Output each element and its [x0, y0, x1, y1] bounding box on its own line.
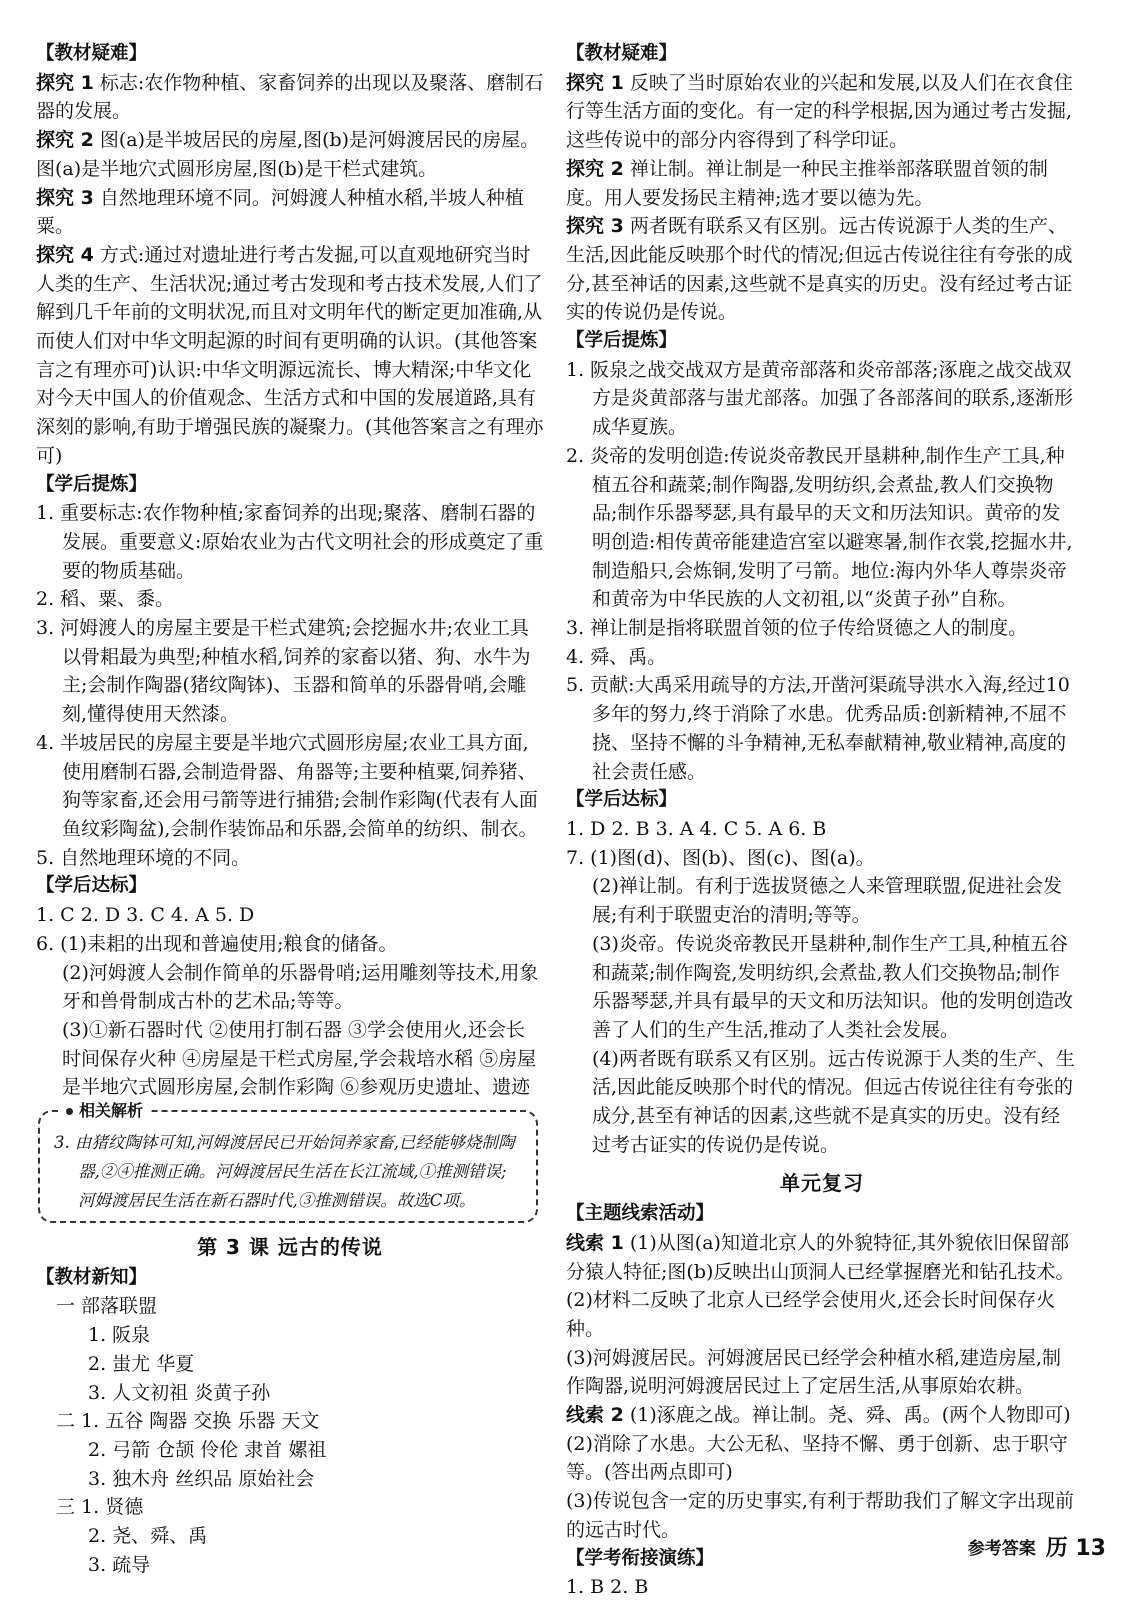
list-item: 4. 半坡居民的房屋主要是半地穴式圆形房屋;农业工具方面,使用磨制石器,会制造骨器、角器等;主要种植粟,饲养猪、狗等家畜,还会用弓箭等进行捕猎;会制作彩陶(代表有人面鱼纹彩陶盆),会制作装饰品和乐器,会简单的纺织、制衣。 [36, 731, 538, 840]
section-header: 【学后提炼】 [566, 330, 678, 352]
bullet-icon [66, 1108, 73, 1115]
knowledge-row: 一 部落联盟 [56, 1295, 158, 1318]
explore-1 [36, 69, 544, 126]
clue-text: (1)从图(a)知道北京人的外貌特征,其外貌依旧保留部分猿人特征;图(b)反映出山顶洞人已经掌握磨光和钻孔技术。 [566, 1231, 1075, 1283]
clue-label: 线索 2 [566, 1404, 624, 1427]
explore-3 [36, 184, 544, 241]
answer-line: 1. D 2. B 3. A 4. C 5. A 6. B [566, 817, 827, 840]
list-item: 3. 河姆渡人的房屋主要是干栏式建筑;会挖掘水井;农业工具以骨耜最为典型;种植水稻,饲养的家畜以猪、狗、水牛为主;会制作陶器(猪纹陶钵)、玉器和简单的乐器骨哨,会雕刻,懂得使用天然漆。 [36, 617, 531, 726]
explore-text: 反映了当时原始农业的兴起和发展,以及人们在衣食住行等生活方面的变化。有一定的科学根据,因为通过考古发掘,这些传说中的部分内容得到了科学印证。 [566, 71, 1073, 152]
answer-line: (3)炎帝。传说炎帝教民开垦耕种,制作生产工具,种植五谷和蔬菜;制作陶瓷,发明纺织,会煮盐,教人们交换物品;制作乐器琴瑟,并具有最早的天文和历法知识。他的发明创造改善了人们的生产生活,推动了人类社会发展。 [592, 932, 1074, 1041]
section-header: 【学后达标】 [36, 875, 148, 897]
explore-1 [566, 69, 1078, 155]
answer-line: 7. (1)图(d)、图(b)、图(c)、图(a)。 [566, 846, 875, 869]
clue-line: (3)河姆渡居民。河姆渡居民已经学会种植水稻,建造房屋,制作陶器,说明河姆渡居民过上了定居生活,从事原始农耕。 [566, 1346, 1061, 1398]
section-header: 【教材疑难】 [566, 43, 678, 64]
clue-text: (1)涿鹿之战。禅让制。尧、舜、禹。(两个人物即可) [629, 1404, 1071, 1427]
explore-text: 两者既有联系又有区别。远古传说源于人类的生产、生活,因此能反映那个时代的情况;但远古传说往往有夸张的成分,甚至神话的因素,这些就不是真实的历史。没有经过考古证实的传说仍是传说。 [566, 215, 1073, 324]
clue-label: 线索 1 [566, 1231, 624, 1254]
explore-label: 探究 3 [566, 215, 624, 238]
section-header: 【学考衔接演练】 [566, 1547, 715, 1569]
new-knowledge-list [36, 1292, 544, 1579]
clue-1 [566, 1229, 1078, 1286]
clue-line: (2)消除了水患。大公无私、坚持不懈、勇于创新、忠于职守等。(答出两点即可) [566, 1432, 1068, 1484]
explore-2 [36, 126, 544, 183]
knowledge-row: 2. 蚩尤 华夏 [88, 1352, 195, 1375]
list-item: 1. 阪泉之战交战双方是黄帝部落和炎帝部落;涿鹿之战交战双方是炎黄部落与蚩尤部落。加强了各部落间的联系,逐渐形成华夏族。 [566, 358, 1074, 439]
knowledge-row: 3. 疏导 [88, 1553, 151, 1576]
list-item: 5. 贡献:大禹采用疏导的方法,开凿河渠疏导洪水入海,经过10多年的努力,终于消除了水患。优秀品质:创新精神,不屈不挠、坚持不懈的斗争精神,无私奉献精神,敬业精神,高度的社会责任感。 [566, 674, 1070, 783]
page-footer [968, 1531, 1106, 1562]
explore-text: 禅让制。禅让制是一种民主推举部落联盟首领的制度。用人要发扬民主精神;选才要以德为先。 [566, 157, 1048, 209]
left-column [36, 40, 544, 1579]
explore-label: 探究 1 [566, 71, 624, 94]
answer-line: 6. (1)耒耜的出现和普遍使用;粮食的储备。 [36, 932, 398, 955]
knowledge-row: 1. 阪泉 [88, 1324, 151, 1347]
list-item: 2. 炎帝的发明创造:传说炎帝教民开垦耕种,制作生产工具,种植五谷和蔬菜;制作陶器,发明纺织,会煮盐,教人们交换物品;制作乐器琴瑟,具有最早的天文和历法知识。黄帝的发明创造:相传黄帝能建造宫室以避寒暑,制作衣裳,挖掘水井,制造船只,会炼铜,发明了弓箭。地位:海内外华人尊崇炎帝和黄帝为中华民族的人文初祖,以“炎黄子孙”自称。 [566, 444, 1073, 611]
knowledge-row: 2. 弓箭 仓颉 伶伦 隶首 嫘祖 [88, 1438, 327, 1461]
knowledge-row: 2. 尧、舜、禹 [88, 1525, 208, 1548]
analysis-box [38, 1101, 538, 1223]
list-item: 1. 重要标志:农作物种植;家畜饲养的出现;聚落、磨制石器的发展。重要意义:原始农业为古代文明社会的形成奠定了重要的物质基础。 [36, 502, 544, 582]
explore-label: 探究 2 [566, 157, 624, 180]
knowledge-row: 3. 人文初祖 炎黄子孙 [88, 1381, 271, 1404]
list-item: 4. 舜、禹。 [566, 645, 667, 668]
list-item: 5. 自然地理环境的不同。 [36, 846, 251, 869]
knowledge-row: 二 1. 五谷 陶器 交换 乐器 天文 [56, 1410, 320, 1433]
lesson-title: 第 3 课 远古的传说 [197, 1235, 383, 1260]
list-item: 3. 禅让制是指将联盟首领的位子传给贤德之人的制度。 [566, 617, 1028, 640]
explore-3 [566, 212, 1078, 327]
knowledge-row: 3. 独木舟 丝织品 原始社会 [88, 1467, 315, 1490]
explore-text: 标志:农作物种植、家畜饲养的出现以及聚落、磨制石器的发展。 [36, 71, 544, 123]
answer-line: (4)两者既有联系又有区别。远古传说源于人类的生产、生活,因此能反映那个时代的情况。但远古传说往往有夸张的成分,甚至有神话的因素,这些就不是真实的历史。没有经过考古证实的传说仍是传说。 [592, 1047, 1075, 1156]
page-number: 历 13 [1045, 1536, 1106, 1561]
right-column [566, 40, 1078, 1602]
analysis-text: 3. 由猪纹陶钵可知,河姆渡居民已开始饲养家畜,已经能够烧制陶器,②④推测正确。河姆渡居民生活在长江流域,①推测错误;河姆渡居民生活在新石器时代,③推测错误。故选C项。 [54, 1133, 515, 1211]
explore-label: 探究 2 [36, 129, 94, 152]
explore-2 [566, 155, 1078, 212]
explore-label: 探究 1 [36, 71, 94, 94]
analysis-box-title: 相关解析 [60, 1100, 149, 1122]
section-header: 【主题线索活动】 [566, 1203, 715, 1225]
clue-line: (2)材料二反映了北京人已经学会使用火,还会长时间保存火种。 [566, 1289, 1055, 1340]
answer-line: (3)①新石器时代 ②使用打制石器 ③学会使用火,还会长时间保存火种 ④房屋是干栏式房屋,学会栽培水稻 ⑤房屋是半地穴式圆形房屋,会制作彩陶 ⑥参观历史遗址、遗迹 [62, 1018, 537, 1099]
explore-text: 方式:通过对遗址进行考古发掘,可以直观地研究当时人类的生产、生活状况;通过考古发现和考古技术发展,人们了解到几千年前的文明状况,而且对文明年代的断定更加准确,从而使人们对中华文明起源的时间有更明确的认识。(其他答案言之有理亦可)认识:中华文明源远流长、博大精深;中华文化对今天中国人的价值观念、生活方式和中国的发展道路,具有深刻的影响,有助于增强民族的凝聚力。(其他答案言之有理亦可) [36, 243, 544, 467]
explore-label: 探究 3 [36, 186, 94, 209]
section-header: 【学后提炼】 [36, 473, 148, 495]
knowledge-row: 三 1. 贤德 [56, 1496, 144, 1519]
unit-title: 单元复习 [780, 1171, 864, 1196]
answer-line: 1. C 2. D 3. C 4. A 5. D [36, 904, 255, 927]
explore-text: 自然地理环境不同。河姆渡人种植水稻,半坡人种植粟。 [36, 186, 524, 238]
section-header: 【教材新知】 [36, 1266, 148, 1288]
footer-label: 参考答案 [967, 1539, 1036, 1559]
explore-4 [36, 241, 544, 471]
answer-line: 1. B 2. B [566, 1576, 649, 1599]
section-header: 【学后达标】 [566, 789, 678, 811]
clue-line: (3)传说包含一定的历史事实,有利于帮助我们了解文字出现前的远古时代。 [566, 1490, 1074, 1541]
explore-text: 图(a)是半坡居民的房屋,图(b)是河姆渡居民的房屋。图(a)是半地穴式圆形房屋,图(b)是干栏式建筑。 [36, 129, 540, 180]
answer-line: (2)河姆渡人会制作简单的乐器骨哨;运用雕刻等技术,用象牙和兽骨制成古朴的艺术品;等等。 [62, 961, 539, 1013]
list-item: 2. 稻、粟、黍。 [36, 588, 175, 611]
answer-line: (2)禅让制。有利于选拔贤德之人来管理联盟,促进社会发展;有利于联盟吏治的清明;等等。 [592, 875, 1062, 927]
clue-2 [566, 1401, 1078, 1430]
section-header: 【教材疑难】 [36, 43, 148, 64]
explore-label: 探究 4 [36, 243, 94, 266]
